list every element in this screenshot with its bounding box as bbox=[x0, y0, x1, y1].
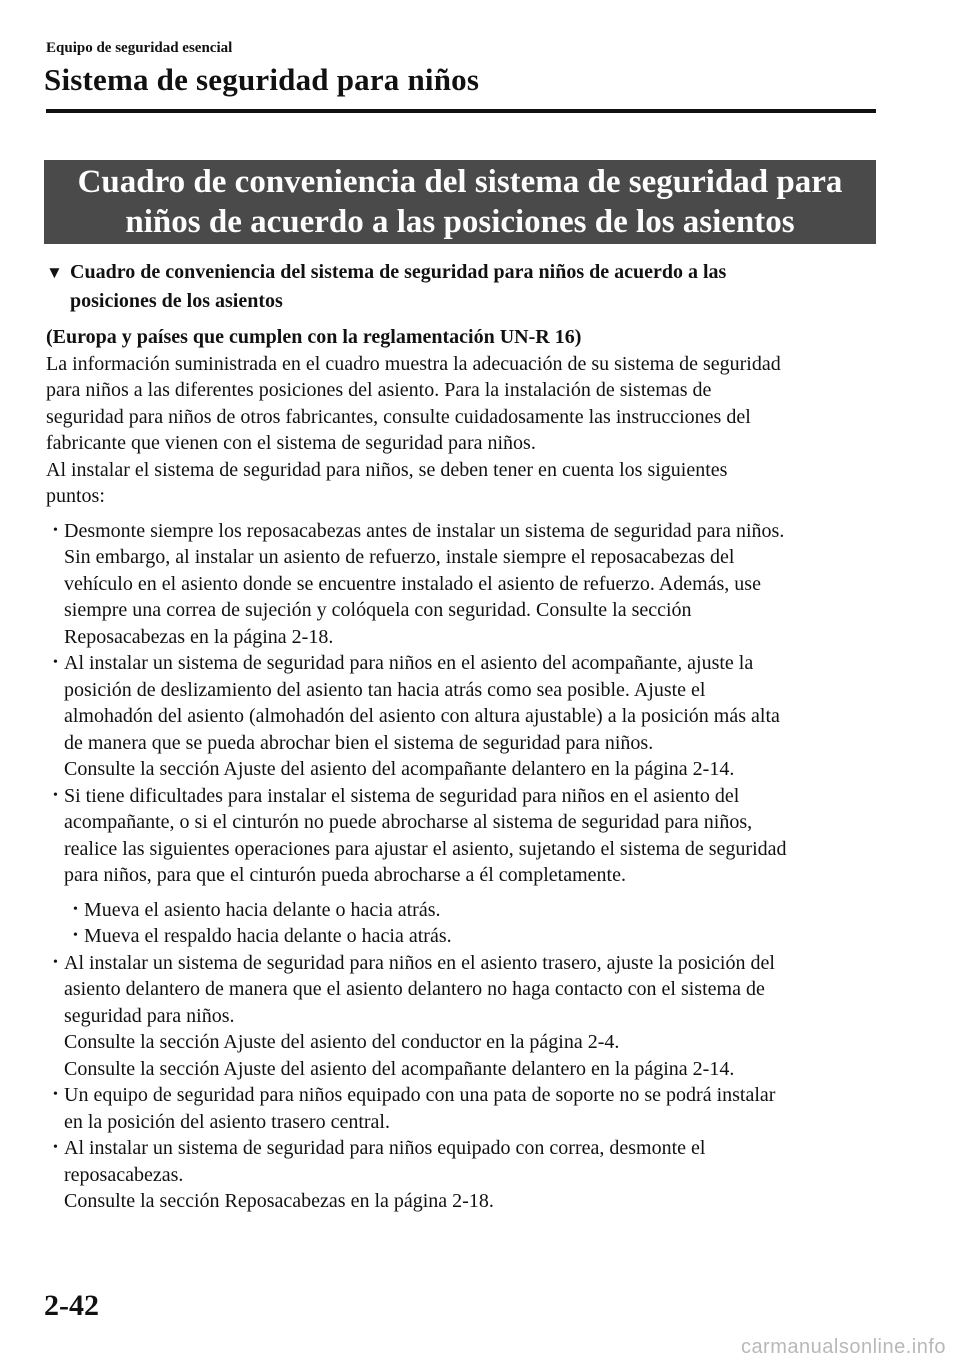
bullet-icon: • bbox=[53, 787, 58, 803]
subsection-line-1: Cuadro de conveniencia del sistema de seguridad para niños de acuerdo a las bbox=[70, 261, 727, 283]
subsection-line-2: posiciones de los asientos bbox=[70, 290, 283, 312]
list-item-line: seguridad para niños. bbox=[64, 1004, 235, 1027]
list-item bbox=[46, 950, 886, 1083]
section-banner bbox=[44, 160, 876, 244]
sub-bullet-list bbox=[46, 897, 886, 950]
intro-paragraph bbox=[46, 351, 886, 510]
page-title: Sistema de seguridad para niños bbox=[44, 62, 480, 97]
list-item bbox=[46, 783, 886, 889]
list-item-line: posición de deslizamiento del asiento tan hacia atrás como sea posible. Ajuste el bbox=[64, 678, 706, 701]
list-item-line: de manera que se pueda abrochar bien el sistema de seguridad para niños. bbox=[64, 731, 654, 754]
bullet-icon: • bbox=[53, 1087, 58, 1102]
page-number: 2-42 bbox=[44, 1289, 99, 1322]
intro-line: Al instalar el sistema de seguridad para niños, se deben tener en cuenta los siguientes bbox=[46, 458, 728, 481]
bullet-icon: • bbox=[73, 928, 78, 943]
list-item-line: Consulte la sección Reposacabezas en la página 2-18. bbox=[64, 1190, 494, 1212]
intro-line: La información suministrada en el cuadro muestra la adecuación de su sistema de seguridad bbox=[46, 352, 781, 375]
list-item-line: Mueva el respaldo hacia delante o hacia atrás. bbox=[84, 925, 452, 947]
banner-line-2: niños de acuerdo a las posiciones de los asientos bbox=[125, 204, 795, 240]
list-item-line: realice las siguientes operaciones para ajustar el asiento, sujetando el sistema de seguridad bbox=[64, 837, 787, 860]
bullet-list-a bbox=[46, 518, 886, 889]
list-item-line: Consulte la sección Ajuste del asiento del conductor en la página 2-4. bbox=[64, 1031, 620, 1053]
list-item-line: reposacabezas. bbox=[64, 1163, 184, 1186]
list-item-line: acompañante, o si el cinturón no puede abrocharse al sistema de seguridad para niños, bbox=[64, 811, 753, 833]
list-item-line: Si tiene dificultades para instalar el sistema de seguridad para niños en el asiento del bbox=[64, 784, 740, 807]
bullet-list-b bbox=[46, 950, 886, 1215]
bullet-icon: • bbox=[53, 954, 58, 970]
body-text bbox=[46, 324, 886, 1215]
watermark: carmanualsonline.info bbox=[740, 1336, 946, 1358]
subsection-heading bbox=[46, 258, 876, 316]
list-item-line: para niños, para que el cinturón pueda abrocharse a él completamente. bbox=[64, 864, 626, 886]
intro-line: seguridad para niños de otros fabricantes, consulte cuidadosamente las instrucciones del bbox=[46, 405, 751, 428]
heading-rule bbox=[46, 109, 876, 113]
list-item bbox=[46, 650, 886, 783]
section-kicker: Equipo de seguridad esencial bbox=[46, 40, 233, 56]
list-item-line: Mueva el asiento hacia delante o hacia atrás. bbox=[84, 898, 441, 921]
list-item-line: Un equipo de seguridad para niños equipado con una pata de soporte no se podrá instalar bbox=[64, 1084, 776, 1106]
list-item-line: en la posición del asiento trasero central. bbox=[64, 1110, 390, 1133]
list-item bbox=[46, 923, 886, 950]
list-item-line: Consulte la sección Ajuste del asiento del acompañante delantero en la página 2-14. bbox=[64, 758, 735, 780]
list-item bbox=[46, 897, 886, 924]
list-item-line: Consulte la sección Ajuste del asiento del acompañante delantero en la página 2-14. bbox=[64, 1057, 735, 1080]
list-item-line: Reposacabezas en la página 2-18. bbox=[64, 625, 334, 648]
intro-line: puntos: bbox=[46, 485, 105, 507]
intro-line: fabricante que vienen con el sistema de seguridad para niños. bbox=[46, 432, 536, 454]
bullet-icon: • bbox=[73, 901, 78, 917]
list-item-line: asiento delantero de manera que el asiento delantero no haga contacto con el sistema de bbox=[64, 978, 765, 1000]
list-item bbox=[46, 1135, 886, 1215]
bullet-icon: • bbox=[53, 522, 58, 538]
list-item-line: almohadón del asiento (almohadón del asiento con altura ajustable) a la posición más alta bbox=[64, 705, 780, 727]
list-item-line: Al instalar un sistema de seguridad para niños equipado con correa, desmonte el bbox=[64, 1137, 706, 1159]
intro-line: para niños a las diferentes posiciones del asiento. Para la instalación de sistemas de bbox=[46, 379, 712, 401]
triangle-marker-icon: ▼ bbox=[46, 263, 63, 282]
bullet-icon: • bbox=[53, 1140, 58, 1155]
list-item bbox=[46, 1082, 886, 1135]
region-heading: (Europa y países que cumplen con la reglamentación UN-R 16) bbox=[46, 326, 582, 348]
list-item-line: Desmonte siempre los reposacabezas antes de instalar un sistema de seguridad para niños. bbox=[64, 519, 785, 542]
bullet-icon: • bbox=[53, 655, 58, 670]
list-item-line: Al instalar un sistema de seguridad para niños en el asiento del acompañante, ajuste la bbox=[64, 652, 754, 674]
list-item-line: siempre una correa de sujeción y colóquela con seguridad. Consulte la sección bbox=[64, 599, 692, 621]
list-item-line: Al instalar un sistema de seguridad para niños en el asiento trasero, ajuste la posición del bbox=[64, 951, 775, 974]
list-item bbox=[46, 518, 886, 651]
list-item-line: vehículo en el asiento donde se encuentre instalado el asiento de refuerzo. Además, use bbox=[64, 572, 761, 595]
banner-line-1: Cuadro de conveniencia del sistema de seguridad para bbox=[77, 164, 843, 200]
list-item-line: Sin embargo, al instalar un asiento de refuerzo, instale siempre el reposacabezas del bbox=[64, 546, 735, 568]
